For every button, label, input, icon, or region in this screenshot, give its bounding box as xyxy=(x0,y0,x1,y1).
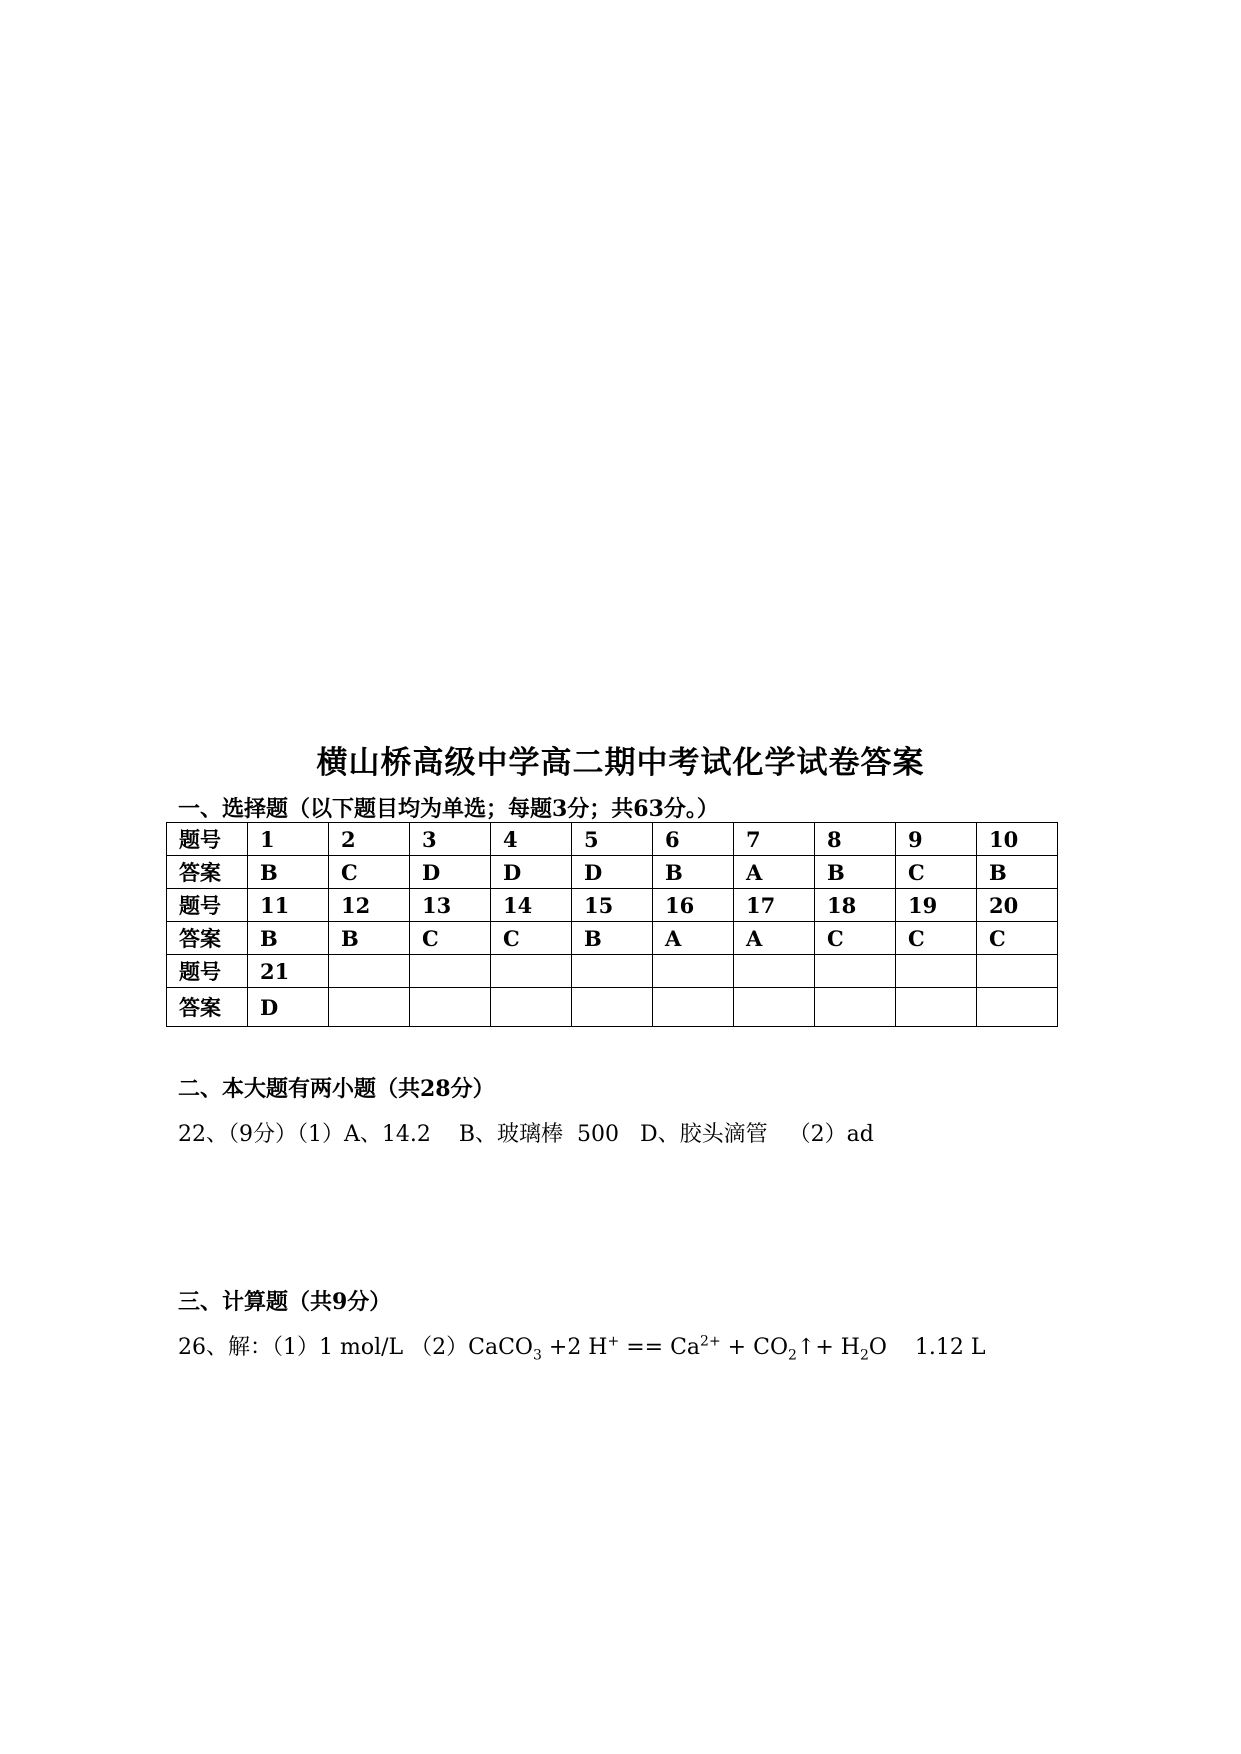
row-label: 题号 xyxy=(167,889,248,922)
q26-text: +2 H xyxy=(541,1335,608,1360)
table-cell: D xyxy=(248,988,329,1027)
q26-sub-3: 3 xyxy=(532,1347,542,1364)
table-row xyxy=(167,823,1058,856)
table-cell xyxy=(734,955,815,988)
table-cell: 19 xyxy=(896,889,977,922)
table-cell xyxy=(491,988,572,1027)
table-cell xyxy=(491,955,572,988)
table-cell: D xyxy=(572,856,653,889)
table-cell: 10 xyxy=(977,823,1058,856)
table-cell xyxy=(896,988,977,1027)
q26-sup-2plus: 2+ xyxy=(700,1333,721,1350)
question-26-answer xyxy=(178,1330,985,1363)
section1-heading: 一、选择题（以下题目均为单选；每题3分；共63分。） xyxy=(178,796,719,822)
table-cell xyxy=(329,988,410,1027)
table-cell: D xyxy=(410,856,491,889)
table-row xyxy=(167,988,1058,1027)
table-cell: C xyxy=(410,922,491,955)
q26-sub-2: 2 xyxy=(787,1347,797,1364)
table-cell: A xyxy=(734,922,815,955)
q26-sup-plus: + xyxy=(607,1333,620,1350)
q26-prefix: 26、解：（1）1 mol/L （2）CaCO xyxy=(178,1335,533,1360)
section2-heading: 二、本大题有两小题（共28分） xyxy=(178,1076,495,1102)
table-row xyxy=(167,955,1058,988)
table-cell: B xyxy=(815,856,896,889)
table-cell: 20 xyxy=(977,889,1058,922)
table-cell: 13 xyxy=(410,889,491,922)
table-cell xyxy=(410,988,491,1027)
table-cell: C xyxy=(815,922,896,955)
q26-sub-2: 2 xyxy=(859,1347,869,1364)
q26-text: + CO xyxy=(720,1335,788,1360)
page-title: 横山桥高级中学高二期中考试化学试卷答案 xyxy=(316,745,925,781)
table-cell xyxy=(329,955,410,988)
q26-suffix: O 1.12 L xyxy=(868,1335,986,1360)
row-label: 答案 xyxy=(167,922,248,955)
table-cell xyxy=(896,955,977,988)
table-cell: 8 xyxy=(815,823,896,856)
table-cell xyxy=(815,988,896,1027)
row-label: 答案 xyxy=(167,988,248,1027)
table-cell: B xyxy=(977,856,1058,889)
table-cell: 6 xyxy=(653,823,734,856)
table-cell: 18 xyxy=(815,889,896,922)
table-cell: A xyxy=(734,856,815,889)
table-cell xyxy=(815,955,896,988)
table-cell xyxy=(572,955,653,988)
table-cell: 21 xyxy=(248,955,329,988)
table-cell: A xyxy=(653,922,734,955)
table-cell xyxy=(977,988,1058,1027)
row-label: 题号 xyxy=(167,955,248,988)
table-cell: C xyxy=(977,922,1058,955)
table-cell xyxy=(572,988,653,1027)
table-cell: B xyxy=(329,922,410,955)
table-cell: 17 xyxy=(734,889,815,922)
table-cell: 12 xyxy=(329,889,410,922)
table-cell: B xyxy=(248,922,329,955)
table-cell: 14 xyxy=(491,889,572,922)
table-cell: 2 xyxy=(329,823,410,856)
table-row xyxy=(167,856,1058,889)
row-label: 题号 xyxy=(167,823,248,856)
q26-text: ↑+ H xyxy=(796,1335,860,1360)
question-22-answer: 22、（9分）（1）A、14.2 B、玻璃棒 500 D、胶头滴管 （2）ad xyxy=(178,1122,874,1147)
table-cell xyxy=(977,955,1058,988)
table-cell: C xyxy=(896,922,977,955)
table-cell: 7 xyxy=(734,823,815,856)
table-cell: 15 xyxy=(572,889,653,922)
table-cell: B xyxy=(248,856,329,889)
table-cell: C xyxy=(491,922,572,955)
table-cell: 3 xyxy=(410,823,491,856)
table-cell: 1 xyxy=(248,823,329,856)
table-cell: 5 xyxy=(572,823,653,856)
table-row xyxy=(167,922,1058,955)
answer-table xyxy=(166,822,1058,1027)
table-cell: B xyxy=(572,922,653,955)
table-cell: 9 xyxy=(896,823,977,856)
section3-heading: 三、计算题（共9分） xyxy=(178,1289,392,1315)
table-cell: B xyxy=(653,856,734,889)
table-cell xyxy=(653,955,734,988)
table-cell: C xyxy=(329,856,410,889)
q26-text: == Ca xyxy=(619,1335,701,1360)
row-label: 答案 xyxy=(167,856,248,889)
table-cell: C xyxy=(896,856,977,889)
table-cell xyxy=(734,988,815,1027)
table-cell xyxy=(410,955,491,988)
table-cell: 16 xyxy=(653,889,734,922)
table-cell: 11 xyxy=(248,889,329,922)
table-cell: D xyxy=(491,856,572,889)
table-row xyxy=(167,889,1058,922)
table-cell: 4 xyxy=(491,823,572,856)
table-cell xyxy=(653,988,734,1027)
